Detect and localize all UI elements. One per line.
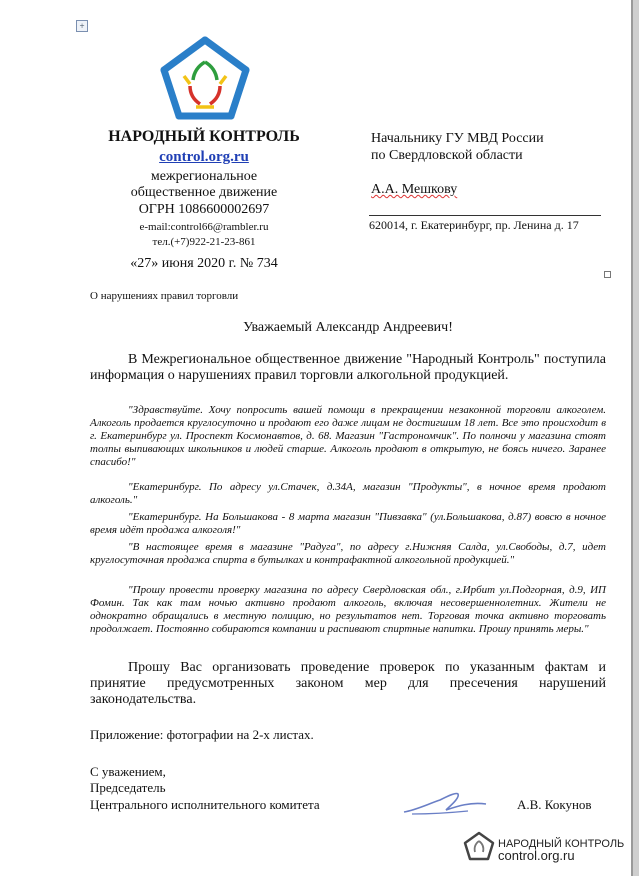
complaint-quote-1: "Здравствуйте. Хочу попросить вашей помощи в прекращении незаконной торговли алкоголем. Алкоголь продается круглосуточно и продают его даже лицам не достигшим 18 лет. Все это происходит в г. Екатеринбург ул. Проспект Космонавтов, д. 68. Магазин "Гастрономчик". По полночи у магазина стоят толпы выпивающих школьников и людей старше. Алкоголь продают в открытую, не боясь ничего. Заранее спасибо!" <box>90 404 606 468</box>
organization-desc-line-2: общественное движение <box>130 185 278 200</box>
organization-ogrn: ОГРН 1086600002697 <box>138 202 270 217</box>
signer-position-line-2: Центрального исполнительного комитета <box>90 797 320 812</box>
organization-logo <box>160 36 250 122</box>
letter-attachment: Приложение: фотографии на 2-х листах. <box>90 727 314 742</box>
letter-request: Прошу Вас организовать проведение проверок по указанным фактам и принятие предусмотренных законом мер для пресечения нарушений законодательства. <box>90 660 606 707</box>
signer-name: А.В. Кокунов <box>517 797 592 812</box>
letter-intro: В Межрегиональное общественное движение "Народный Контроль" поступила информация о нарушениях правил торговли алкогольной продукцией. <box>90 352 606 383</box>
address-divider <box>369 215 601 216</box>
complaint-quote-4: "В настоящее время в магазине "Радуга", по адресу г.Нижняя Салда, ул.Свободы, д.7, идет круглосуточная продажа спирта в бутылках и контрафактной алкогольной продукцией." <box>90 541 606 566</box>
complaint-quote-5: "Прошу провести проверку магазина по адресу Свердловская обл., г.Ирбит ул.Подгорная, д.9, ИП Фомин. Так как там ночью активно продают алкоголь, включая несовершеннолетних. Жители не однократно обращались в местную полицию, но результатов нет. Торговая точка активно торговать продолжает. Постоянно собираются компании и распивают спиртные напитки. Прошу принять меры." <box>90 584 606 635</box>
footer-logo-icon <box>462 830 496 862</box>
complaint-quote-3: "Екатеринбург. На Большакова - 8 марта магазин "Пивзавка" (ул.Большакова, д.87) вовсю в ночное время идёт продажа алкоголя!" <box>90 511 606 536</box>
table-resize-handle[interactable] <box>604 271 611 278</box>
letter-closing: С уважением, <box>90 764 166 779</box>
page-edge-border <box>631 0 633 876</box>
signature-image <box>398 784 490 822</box>
organization-desc-line-1: межрегиональное <box>150 169 258 184</box>
footer-logo-name: НАРОДНЫЙ КОНТРОЛЬ <box>498 838 625 850</box>
recipient-line-2: по Свердловской области <box>371 148 523 163</box>
footer-logo-site: control.org.ru <box>498 848 575 863</box>
organization-site-link[interactable]: control.org.ru <box>159 149 249 165</box>
signer-position-line-1: Председатель <box>90 780 166 795</box>
organization-name: НАРОДНЫЙ КОНТРОЛЬ <box>108 128 300 145</box>
recipient-name: А.А. Мешкову <box>371 182 458 197</box>
footer-logo-text <box>498 838 624 862</box>
organization-email: e-mail:control66@rambler.ru <box>139 221 269 233</box>
logo-pentagon-icon <box>164 40 246 116</box>
table-move-handle-icon[interactable]: + <box>76 20 88 32</box>
letter-date-number: «27» июня 2020 г. № 734 <box>130 256 278 271</box>
page-edge-shadow <box>633 0 639 876</box>
organization-phone: тел.(+7)922-21-23-861 <box>152 236 256 248</box>
recipient-line-1: Начальнику ГУ МВД России <box>371 131 544 146</box>
letter-subject: О нарушениях правил торговли <box>90 290 239 302</box>
recipient-address: 620014, г. Екатеринбург, пр. Ленина д. 17 <box>369 218 579 232</box>
letter-greeting: Уважаемый Александр Андреевич! <box>243 320 453 335</box>
complaint-quote-2: "Екатеринбург. По адресу ул.Стачек, д.34А, магазин "Продукты", в ночное время продают алкоголь." <box>90 481 606 506</box>
